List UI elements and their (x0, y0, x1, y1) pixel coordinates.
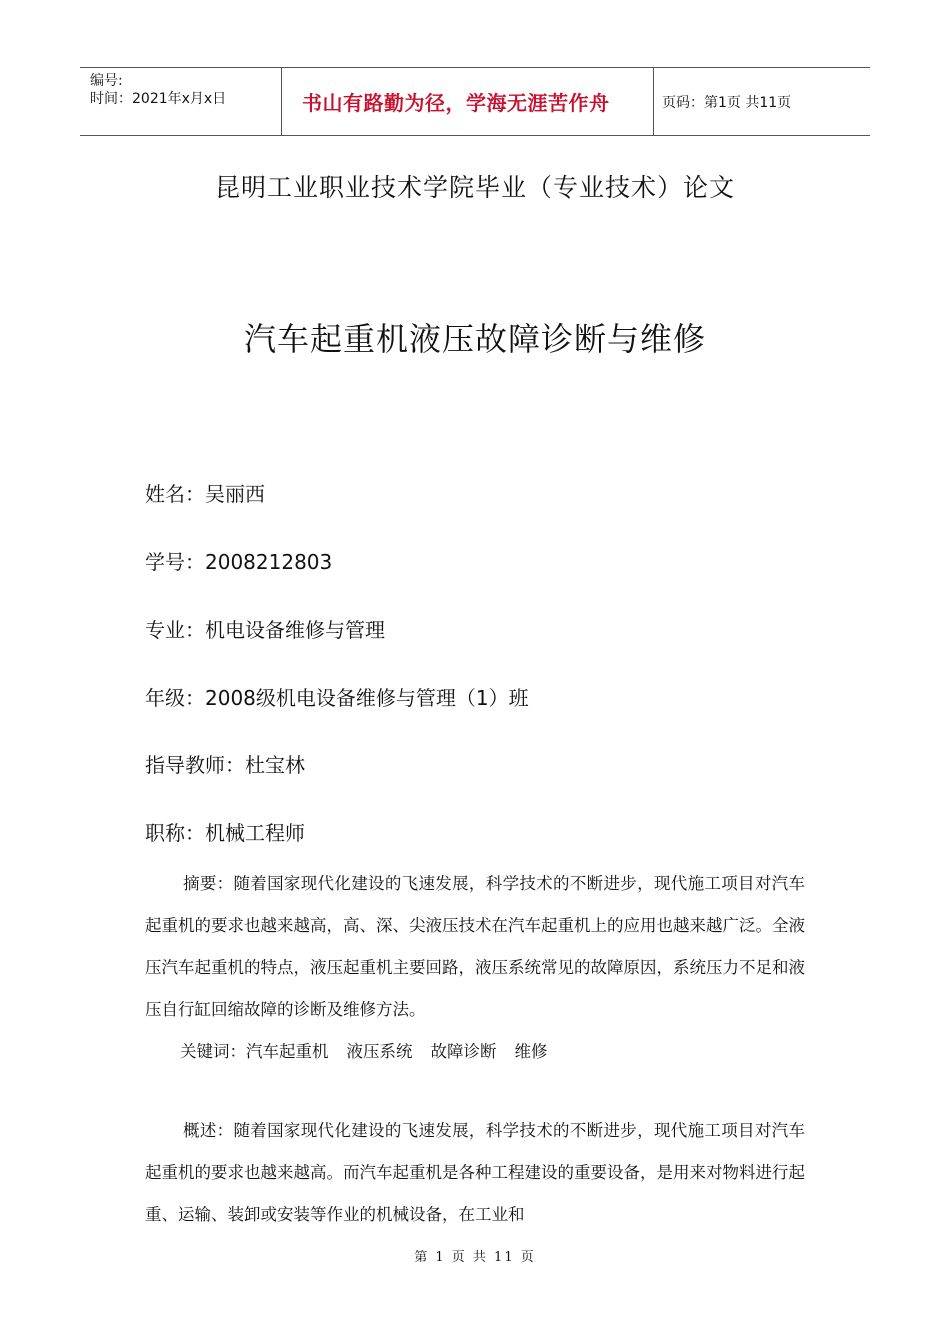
page-label: 页码：第1页 共11页 (662, 94, 792, 111)
keywords-label: 关键词： (180, 1042, 246, 1061)
number-label: 编号: (90, 73, 123, 89)
info-advisor: 指导教师：杜宝林 (145, 753, 305, 777)
info-name: 姓名：吴丽西 (145, 482, 265, 506)
overview-paragraph: 概述：随着国家现代化建设的飞速发展，科学技术的不断进步，现代施工项目对汽车起重机的要求也越来越高。而汽车起重机是各种工程建设的重要设备，是用来对物料进行起重、运输、装卸或安装等作业的机械设备，在工业和 (145, 1121, 805, 1224)
info-major: 专业：机电设备维修与管理 (145, 618, 385, 642)
header-table (80, 67, 870, 136)
motto-text: 书山有路勤为径，学海无涯苦作舟 (302, 91, 610, 115)
time-label: 时间：2021年x月x日 (90, 91, 227, 107)
school-title: 昆明工业职业技术学院毕业（专业技术）论文 (214, 173, 735, 202)
info-student-id: 学号：2008212803 (145, 550, 333, 574)
info-grade: 年级：2008级机电设备维修与管理（1）班 (145, 686, 529, 710)
keyword-item: 维修 (514, 1042, 548, 1061)
thesis-title: 汽车起重机液压故障诊断与维修 (243, 320, 706, 358)
keyword-item: 故障诊断 (430, 1042, 497, 1061)
info-title: 职称：机械工程师 (145, 821, 305, 845)
abstract-paragraph: 摘要：随着国家现代化建设的飞速发展，科学技术的不断进步，现代施工项目对汽车起重机的要求也越来越高，高、深、尖液压技术在汽车起重机上的应用也越来越广泛。全液压汽车起重机的特点，液压起重机主要回路，液压系统常见的故障原因，系统压力不足和液压自行缸回缩故障的诊断及维修方法。 (145, 874, 805, 1019)
keywords-line (180, 1038, 566, 1062)
header-page-cell (654, 68, 870, 135)
page-footer: 第 1 页 共 11 页 (414, 1250, 536, 1265)
header-motto-cell (282, 68, 654, 135)
keyword-item: 汽车起重机 (246, 1042, 329, 1061)
header-meta-cell (80, 68, 282, 135)
keyword-item: 液压系统 (346, 1042, 413, 1061)
